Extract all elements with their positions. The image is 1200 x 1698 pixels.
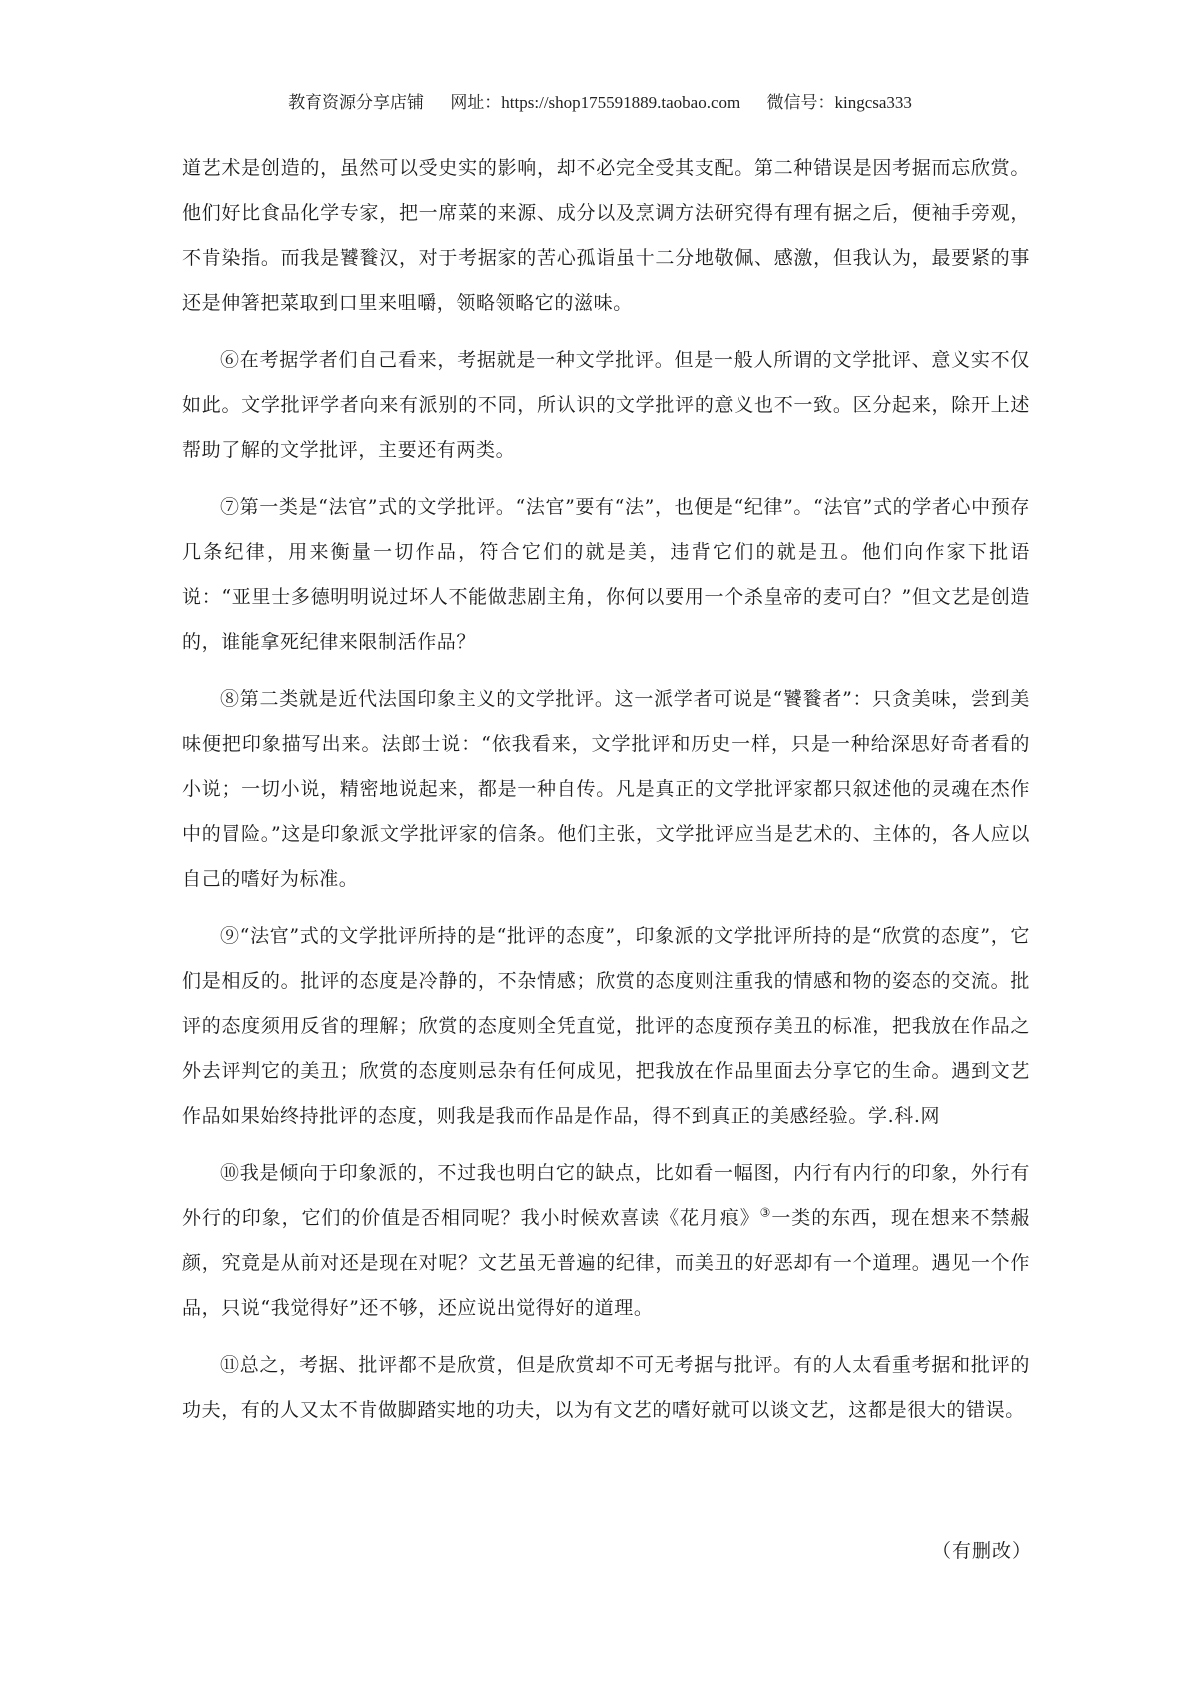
shop-name: 教育资源分享店铺 bbox=[288, 93, 425, 112]
paragraph-7: ⑦第一类是“法官”式的文学批评。“法官”要有“法”，也便是“纪律”。“法官”式的学者心中预存几条纪律，用来衡量一切作品，符合它们的就是美，违背它们的就是丑。他们向作家下批语说：“亚里士多德明明说过坏人不能做悲剧主角，你何以要用一个杀皇帝的麦可白？”但文艺是创造的，谁能拿死纪律来限制活作品？ bbox=[182, 496, 1030, 653]
source-note: （有删改） bbox=[931, 1540, 1032, 1562]
paragraph-10-part-2: 一类的东西，现在想来不禁赧颜，究竟是从前对还是现在对呢？文艺虽无普遍的纪律，而美丑的好恶却有一个道理。遇见一个作品，只说“我觉得好”还不够，还应说出觉得好的道理。 bbox=[182, 1207, 1030, 1319]
shop-url: 网址：https://shop175591889.taobao.com bbox=[450, 93, 741, 112]
article-body bbox=[182, 146, 1030, 1433]
paragraph-9: ⑨“法官”式的文学批评所持的是“批评的态度”，印象派的文学批评所持的是“欣赏的态度”，它们是相反的。批评的态度是冷静的，不杂情感；欣赏的态度则注重我的情感和物的姿态的交流。批评的态度须用反省的理解；欣赏的态度则全凭直觉，批评的态度预存美丑的标准，把我放在作品之外去评判它的美丑；欣赏的态度则忌杂有任何成见，把我放在作品里面去分享它的生命。遇到文艺作品如果始终持批评的态度，则我是我而作品是作品，得不到真正的美感经验。学.科.网 bbox=[182, 925, 1030, 1127]
footnote-marker: ③ bbox=[759, 1205, 772, 1220]
paragraph-10-part-1: ⑩我是倾向于印象派的，不过我也明白它的缺点，比如看一幅图，内行有内行的印象，外行有外行的印象，它们的价值是否相同呢？我小时候欢喜读《花月痕》 bbox=[182, 1162, 1030, 1229]
paragraph-10 bbox=[182, 1151, 1030, 1331]
paragraph-8: ⑧第二类就是近代法国印象主义的文学批评。这一派学者可说是“饕餮者”：只贪美味，尝到美味便把印象描写出来。法郎士说：“依我看来，文学批评和历史一样，只是一种给深思好奇者看的小说；一切小说，精密地说起来，都是一种自传。凡是真正的文学批评家都只叙述他的灵魂在杰作中的冒险。”这是印象派文学批评家的信条。他们主张，文学批评应当是艺术的、主体的，各人应以自己的嗜好为标准。 bbox=[182, 688, 1030, 890]
wechat-id: 微信号：kingcsa333 bbox=[766, 93, 912, 112]
paragraph-continued: 道艺术是创造的，虽然可以受史实的影响，却不必完全受其支配。第二种错误是因考据而忘欣赏。他们好比食品化学专家，把一席菜的来源、成分以及烹调方法研究得有理有据之后，便袖手旁观，不肯染指。而我是饕餮汉，对于考据家的苦心孤诣虽十二分地敬佩、感激，但我认为，最要紧的事还是伸箸把菜取到口里来咀嚼，领略领略它的滋味。 bbox=[182, 157, 1030, 314]
page-header bbox=[0, 88, 1200, 113]
paragraph-11: ⑪总之，考据、批评都不是欣赏，但是欣赏却不可无考据与批评。有的人太看重考据和批评的功夫，有的人又太不肯做脚踏实地的功夫，以为有文艺的嗜好就可以谈文艺，这都是很大的错误。 bbox=[182, 1354, 1030, 1421]
paragraph-6: ⑥在考据学者们自己看来，考据就是一种文学批评。但是一般人所谓的文学批评、意义实不仅如此。文学批评学者向来有派别的不同，所认识的文学批评的意义也不一致。区分起来，除开上述帮助了解的文学批评，主要还有两类。 bbox=[182, 349, 1030, 461]
